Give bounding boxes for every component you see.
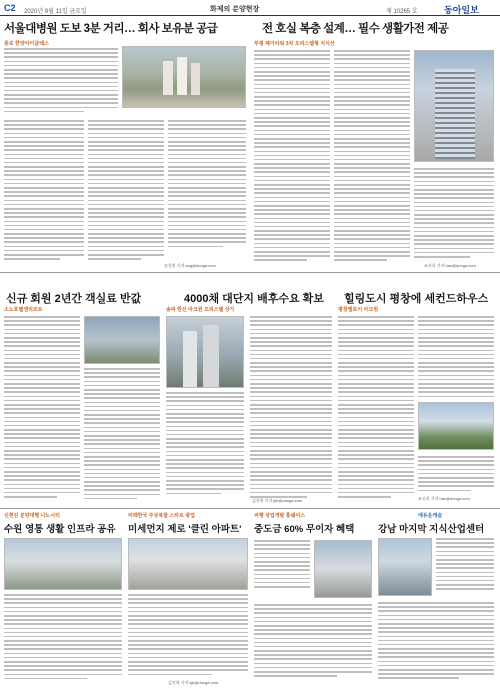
article-body [128, 594, 248, 678]
article-byline: 조선희 기자 hac@donga.com [424, 263, 476, 268]
article-tag: 에듀운캐슬 [418, 513, 443, 519]
article-tag: 씨행 성업개발 홍쉐어스 [254, 513, 306, 519]
article-body [254, 604, 372, 679]
article-body-lower-left [4, 120, 84, 262]
article-tag: 소노호텔앤리조트 [4, 307, 43, 313]
page-number: C2 [4, 3, 16, 13]
article-body [4, 316, 80, 500]
article-body [338, 316, 414, 500]
article-mid-left [4, 306, 162, 506]
article-mid-right [338, 306, 496, 506]
article-body [334, 50, 410, 264]
article-top-left [4, 20, 248, 270]
article-body [418, 316, 494, 400]
article-tag: 평창엘로이 아크원 [338, 307, 379, 313]
article-byline: 김진현 기자 jkk@donga.com [252, 498, 303, 503]
article-body [84, 368, 160, 502]
page-header [0, 0, 500, 16]
aerial-photo [122, 46, 246, 108]
article-body-lower-mid [88, 120, 164, 262]
headline-center: 4000채 대단지 배후수요 확보 [184, 293, 324, 305]
article-bottom-a [4, 512, 124, 688]
article-body [250, 316, 332, 500]
tower-photo [314, 540, 372, 598]
article-tag: 부평 제이타워 3차 오피스텔형 지식산 [254, 41, 335, 47]
article-bottom-b [128, 512, 250, 688]
article-byline: 김진혁 기자 kjk@donga.com [168, 680, 219, 685]
article-tag: 미래한국 주상복합 스타트 광업 [128, 513, 195, 519]
article-headline: 강남 마지막 지식산업센터 [378, 524, 485, 535]
article-bottom-d [378, 512, 496, 688]
article-tag: 신현진 분양대행 나노시티 [4, 513, 60, 519]
article-headline: 수원 영통 생활 인프라 공유 [4, 524, 116, 535]
resort-photo [84, 316, 160, 364]
article-headline: 서울대병원 도보 3분 거리… 회사 보유분 공급 [4, 23, 218, 35]
article-headline: 중도금 60% 무이자 혜택 [254, 524, 355, 535]
article-tag: 송파 한신 아크원 오피스텔 상가 [166, 307, 235, 313]
building-photo [414, 50, 494, 162]
apartment-photo [128, 538, 248, 590]
article-headline: 전 호실 복층 설계… 필수 생활가전 제공 [262, 23, 449, 35]
article-byline: 조선희 기자 hac@donga.com [418, 496, 470, 501]
divider [0, 508, 500, 509]
building-photo [4, 538, 122, 590]
headline-left: 신규 회원 2년간 객실료 반값 [6, 293, 142, 305]
article-mid-center [166, 306, 334, 506]
article-body [4, 594, 122, 682]
headline-right: 힐링도시 평창에 세컨드하우스 [344, 293, 489, 305]
article-body-lower-right [168, 120, 246, 250]
article-tag: 종로 한양아이클래스 [4, 41, 49, 47]
article-body [436, 538, 494, 592]
mountain-photo [418, 402, 494, 450]
article-body [414, 168, 494, 260]
article-body [166, 392, 244, 497]
article-body [378, 602, 494, 682]
issue-number: 제 10265 호 [386, 9, 418, 15]
article-byline: 송성현 기자 sog@donga.com [164, 263, 216, 268]
complex-photo [166, 316, 244, 388]
article-body [418, 456, 494, 494]
article-headline: 미세먼지 제로 '클린 아파트' [128, 524, 242, 535]
section-title: 화제의 분양현장 [210, 6, 260, 13]
article-bottom-c [254, 512, 374, 688]
divider [0, 272, 500, 273]
article-top-right [254, 20, 496, 270]
office-photo [378, 538, 432, 596]
article-body [254, 540, 310, 590]
article-body [4, 48, 118, 115]
newspaper-logo: 동아일보 [444, 5, 479, 15]
publication-date: 2020년 9월 11일 금요일 [24, 9, 87, 15]
article-body [254, 50, 330, 264]
